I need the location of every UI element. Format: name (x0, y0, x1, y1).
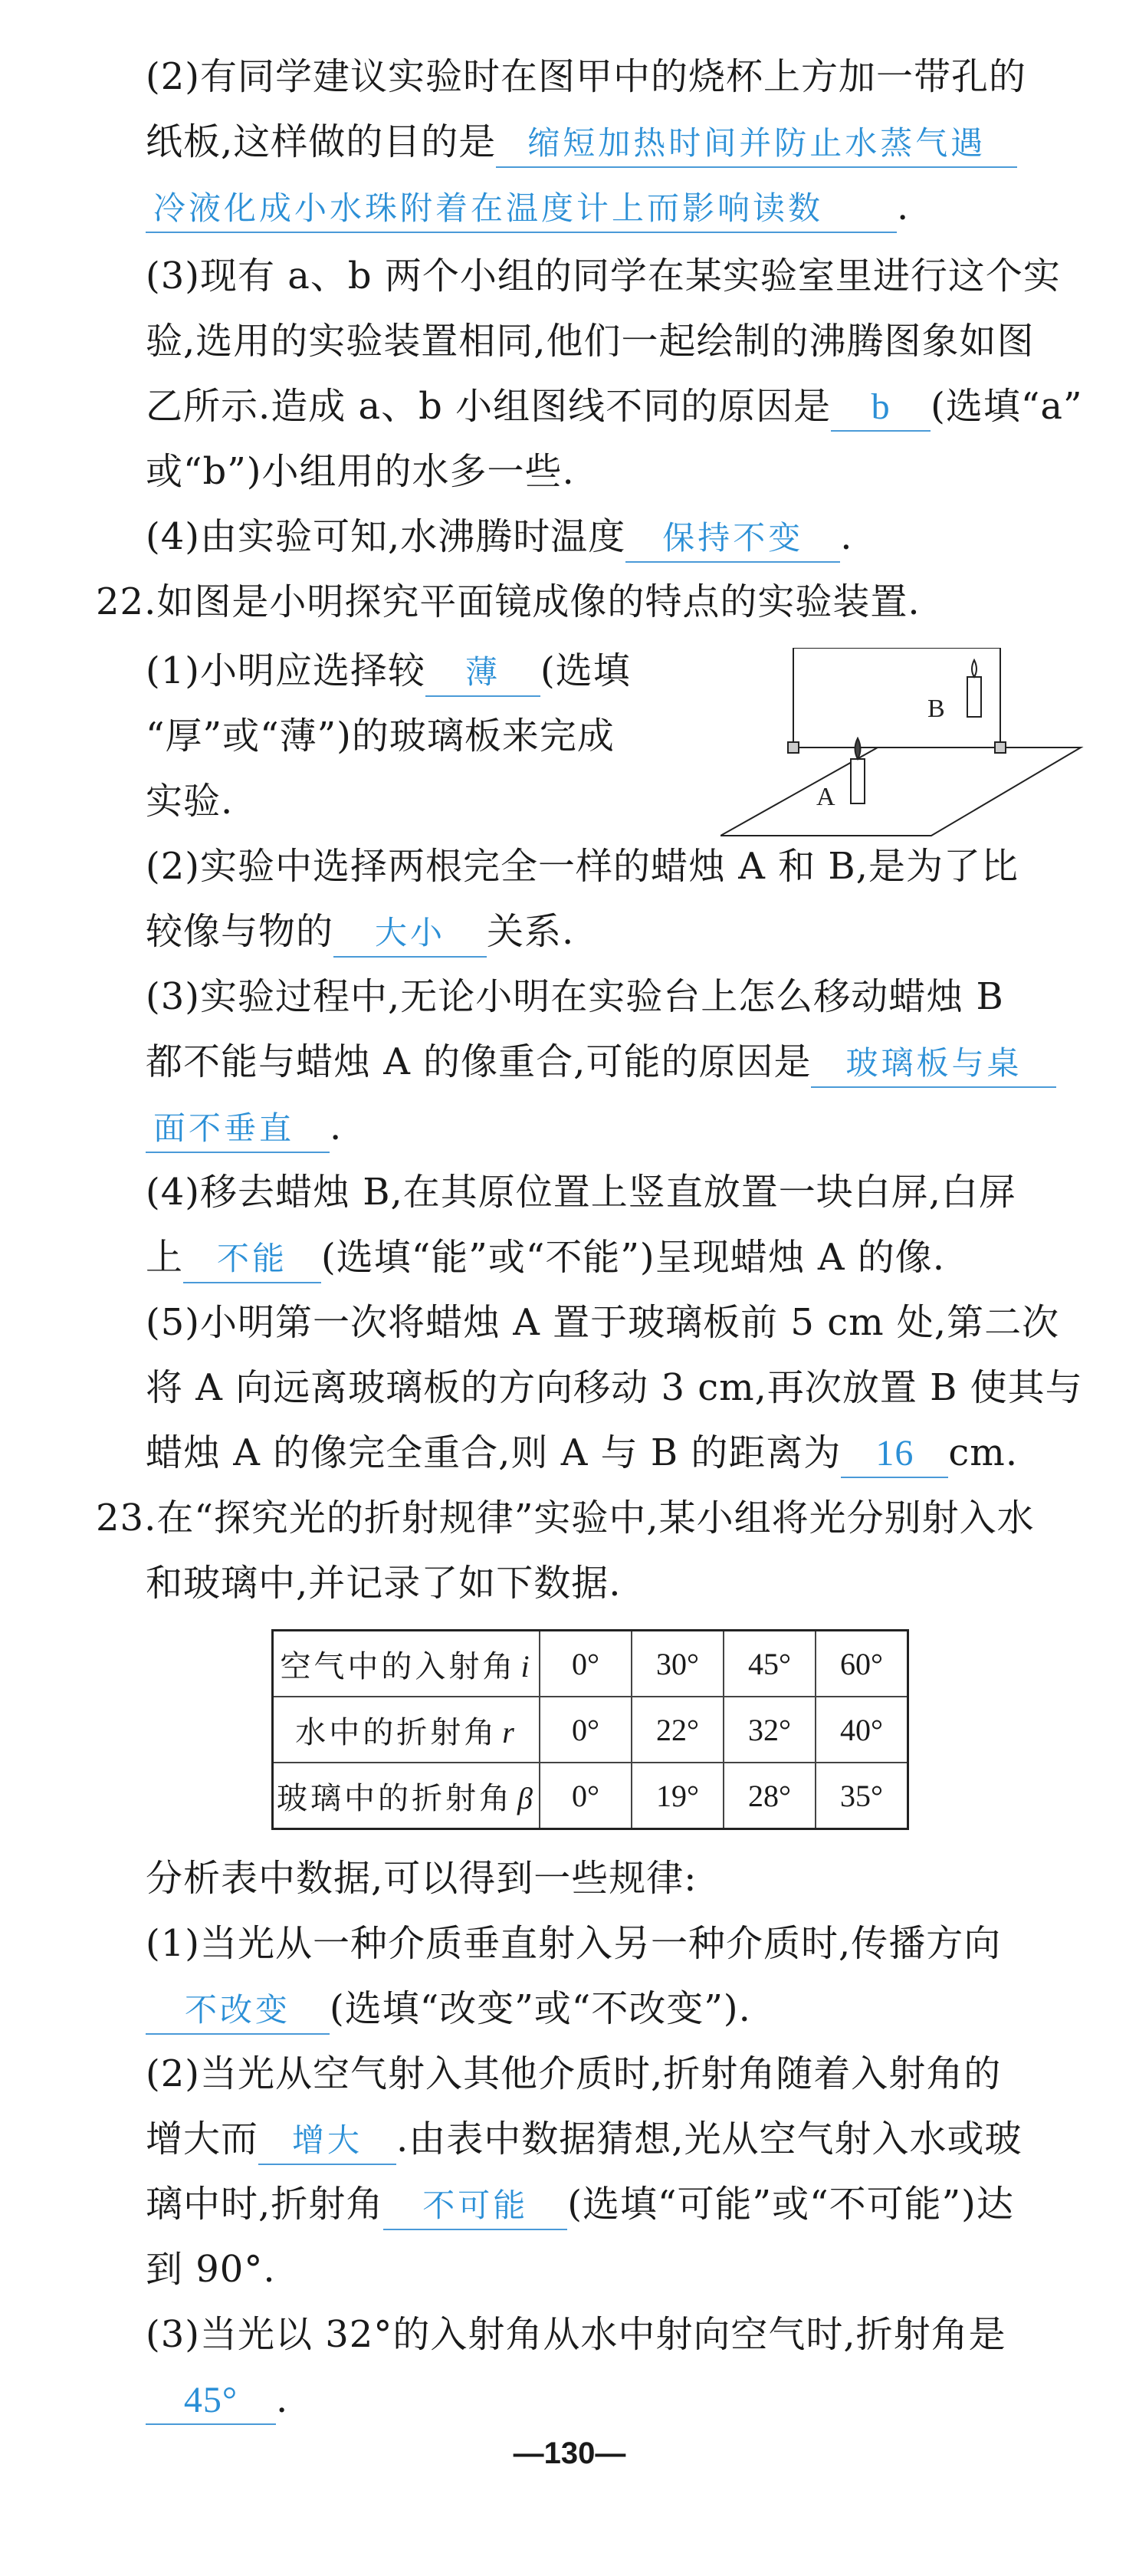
q23-p2-mid: .由表中数据猜想,光从空气射入水或玻 (396, 2118, 1022, 2160)
q22-p4-text: 上 (146, 1236, 184, 1279)
q21-p2-answer-b: 冷液化成小水珠附着在温度计上而影响读数 (146, 186, 897, 233)
q23-p3-line2 (146, 2377, 288, 2425)
q23-p2-hint: (选填“可能”或“不可能”)达 (567, 2183, 1014, 2226)
q22-p2-answer: 大小 (333, 910, 487, 958)
q23-p3-line1: (3)当光以 32°的入射角从水中射向空气时,折射角是 (146, 2313, 1006, 2356)
table-cell: 0° (540, 1697, 632, 1763)
q22-p3-text: 都不能与蜡烛 A 的像重合,可能的原因是 (146, 1040, 812, 1083)
q22-p3-answer-b: 面不垂直 (146, 1106, 330, 1153)
table-cell: 0° (540, 1763, 632, 1829)
q21-p4-period: . (840, 515, 853, 558)
candle-a (851, 759, 865, 803)
q21-p2-text: 纸板,这样做的目的是 (146, 120, 497, 163)
table-cell: 40° (816, 1697, 908, 1763)
q21-p3-line2: 验,选用的实验装置相同,他们一起绘制的沸腾图象如图 (146, 320, 1035, 363)
q21-p3-line3 (146, 383, 1083, 432)
q23-title-line2: 和玻璃中,并记录了如下数据. (146, 1562, 622, 1605)
q22-p3-line3 (146, 1104, 342, 1153)
table-cell: 45° (724, 1631, 816, 1697)
candle-a-label: A (816, 783, 835, 811)
q22-p2-line1: (2)实验中选择两根完全一样的蜡烛 A 和 B,是为了比 (146, 845, 1019, 888)
refraction-data-table (271, 1629, 909, 1830)
row-header-text: 水中的折射角 (295, 1714, 498, 1750)
q22-p5-line2: 将 A 向远离玻璃板的方向移动 3 cm,再次放置 B 使其与 (146, 1366, 1083, 1409)
q22-p3-answer-a: 玻璃板与桌 (811, 1040, 1056, 1088)
q23-p2-text: 增大而 (146, 2118, 259, 2160)
q22-p1-text: (1)小明应选择较 (146, 649, 425, 692)
q21-p2-period: . (897, 186, 910, 228)
table-cell: 60° (816, 1631, 908, 1697)
table-cell: 19° (632, 1763, 724, 1829)
q22-p4-answer: 不能 (183, 1236, 321, 1283)
table-cell: 22° (632, 1697, 724, 1763)
q22-p5-unit: cm. (948, 1431, 1019, 1474)
q22-p5-answer: 16 (841, 1431, 948, 1478)
q22-p4-line2 (146, 1234, 945, 1283)
q21-p4-line (146, 514, 853, 563)
q23-p3-period: . (276, 2378, 289, 2421)
q22-p3-line1: (3)实验过程中,无论小明在实验台上怎么移动蜡烛 B (146, 975, 1004, 1018)
flame-a-icon (855, 738, 861, 759)
q21-p3-line4: 或“b”)小组用的水多一些. (146, 450, 575, 493)
q22-p1-line1 (146, 648, 631, 697)
q23-p2-text-2: 璃中时,折射角 (146, 2183, 384, 2226)
table-row-header (273, 1631, 540, 1697)
q22-p5-line3 (146, 1430, 1018, 1478)
table-plane (720, 748, 1081, 836)
q22-p2-post: 关系. (487, 910, 575, 953)
row-header-text: 玻璃中的折射角 (277, 1780, 514, 1816)
q23-p1-line2 (146, 1986, 751, 2035)
q21-p2-line2 (146, 119, 1017, 168)
q22-p2-line2 (146, 909, 574, 958)
table-cell: 35° (816, 1763, 908, 1829)
row-header-symbol: β (517, 1780, 536, 1815)
q21-p2-answer-a: 缩短加热时间并防止水蒸气遇 (496, 120, 1017, 168)
q22-p1-answer: 薄 (425, 649, 540, 697)
clamp-right (995, 742, 1006, 753)
table-row (273, 1631, 908, 1697)
q22-p5-text: 蜡烛 A 的像完全重合,则 A 与 B 的距离为 (146, 1431, 842, 1474)
q21-p2-line1: (2)有同学建议实验时在图甲中的烧杯上方加一带孔的 (146, 55, 1026, 98)
candle-b-label: B (927, 695, 945, 723)
q22-p3-period: . (330, 1106, 343, 1148)
q23-p1-answer: 不改变 (146, 1987, 330, 2035)
q23-p1-hint: (选填“改变”或“不改变”). (330, 1987, 751, 2030)
q23-p2-answer-1: 增大 (258, 2118, 396, 2165)
table-row-header (273, 1763, 540, 1829)
q22-p4-line1: (4)移去蜡烛 B,在其原位置上竖直放置一块白屏,白屏 (146, 1171, 1017, 1214)
clamp-left (788, 742, 799, 753)
q21-p3-line1: (3)现有 a、b 两个小组的同学在某实验室里进行这个实 (146, 255, 1061, 297)
q23-p1-line1: (1)当光从一种介质垂直射入另一种介质时,传播方向 (146, 1922, 1002, 1965)
row-header-symbol: r (502, 1714, 517, 1750)
table-row (273, 1763, 908, 1829)
flame-b-icon (972, 660, 977, 677)
q21-p3-answer: b (831, 384, 931, 432)
q22-p1-line3: 实验. (146, 780, 234, 823)
q21-p4-text: (4)由实验可知,水沸腾时温度 (146, 515, 626, 558)
q22-p1-hint: (选填 (540, 649, 631, 692)
mirror-experiment-figure (720, 648, 1088, 847)
row-header-symbol: i (520, 1648, 533, 1684)
q22-p4-hint: (选填“能”或“不能”)呈现蜡烛 A 的像. (321, 1236, 946, 1279)
q22-p2-text: 较像与物的 (146, 910, 334, 953)
q23-p2-line1: (2)当光从空气射入其他介质时,折射角随着入射角的 (146, 2052, 1002, 2095)
q21-p3-text: 乙所示.造成 a、b 小组图线不同的原因是 (146, 385, 832, 428)
table-row (273, 1697, 908, 1763)
table-cell: 32° (724, 1697, 816, 1763)
row-header-text: 空气中的入射角 (280, 1648, 517, 1684)
table-cell: 0° (540, 1631, 632, 1697)
q21-p2-line3 (146, 184, 909, 233)
candle-b (967, 677, 981, 717)
q21-p4-answer: 保持不变 (625, 515, 840, 563)
q22-p3-line2 (146, 1039, 1056, 1088)
table-cell: 30° (632, 1631, 724, 1697)
q22-title: 22.如图是小明探究平面镜成像的特点的实验装置. (96, 580, 921, 623)
q23-p2-line2 (146, 2116, 1022, 2165)
q21-p3-hint: (选填“a” (931, 385, 1083, 428)
q23-p2-line3 (146, 2181, 1014, 2230)
q23-title-line1: 23.在“探究光的折射规律”实验中,某小组将光分别射入水 (96, 1497, 1035, 1539)
table-cell: 28° (724, 1763, 816, 1829)
q22-p5-line1: (5)小明第一次将蜡烛 A 置于玻璃板前 5 cm 处,第二次 (146, 1301, 1060, 1344)
page-number: —130— (513, 2436, 626, 2470)
table-row-header (273, 1697, 540, 1763)
q23-p2-answer-2: 不可能 (383, 2183, 567, 2230)
q23-intro: 分析表中数据,可以得到一些规律: (146, 1857, 698, 1900)
q23-p2-line4: 到 90°. (146, 2248, 276, 2291)
q22-p1-line2: “厚”或“薄”)的玻璃板来完成 (146, 715, 615, 757)
q23-p3-answer: 45° (146, 2377, 276, 2425)
